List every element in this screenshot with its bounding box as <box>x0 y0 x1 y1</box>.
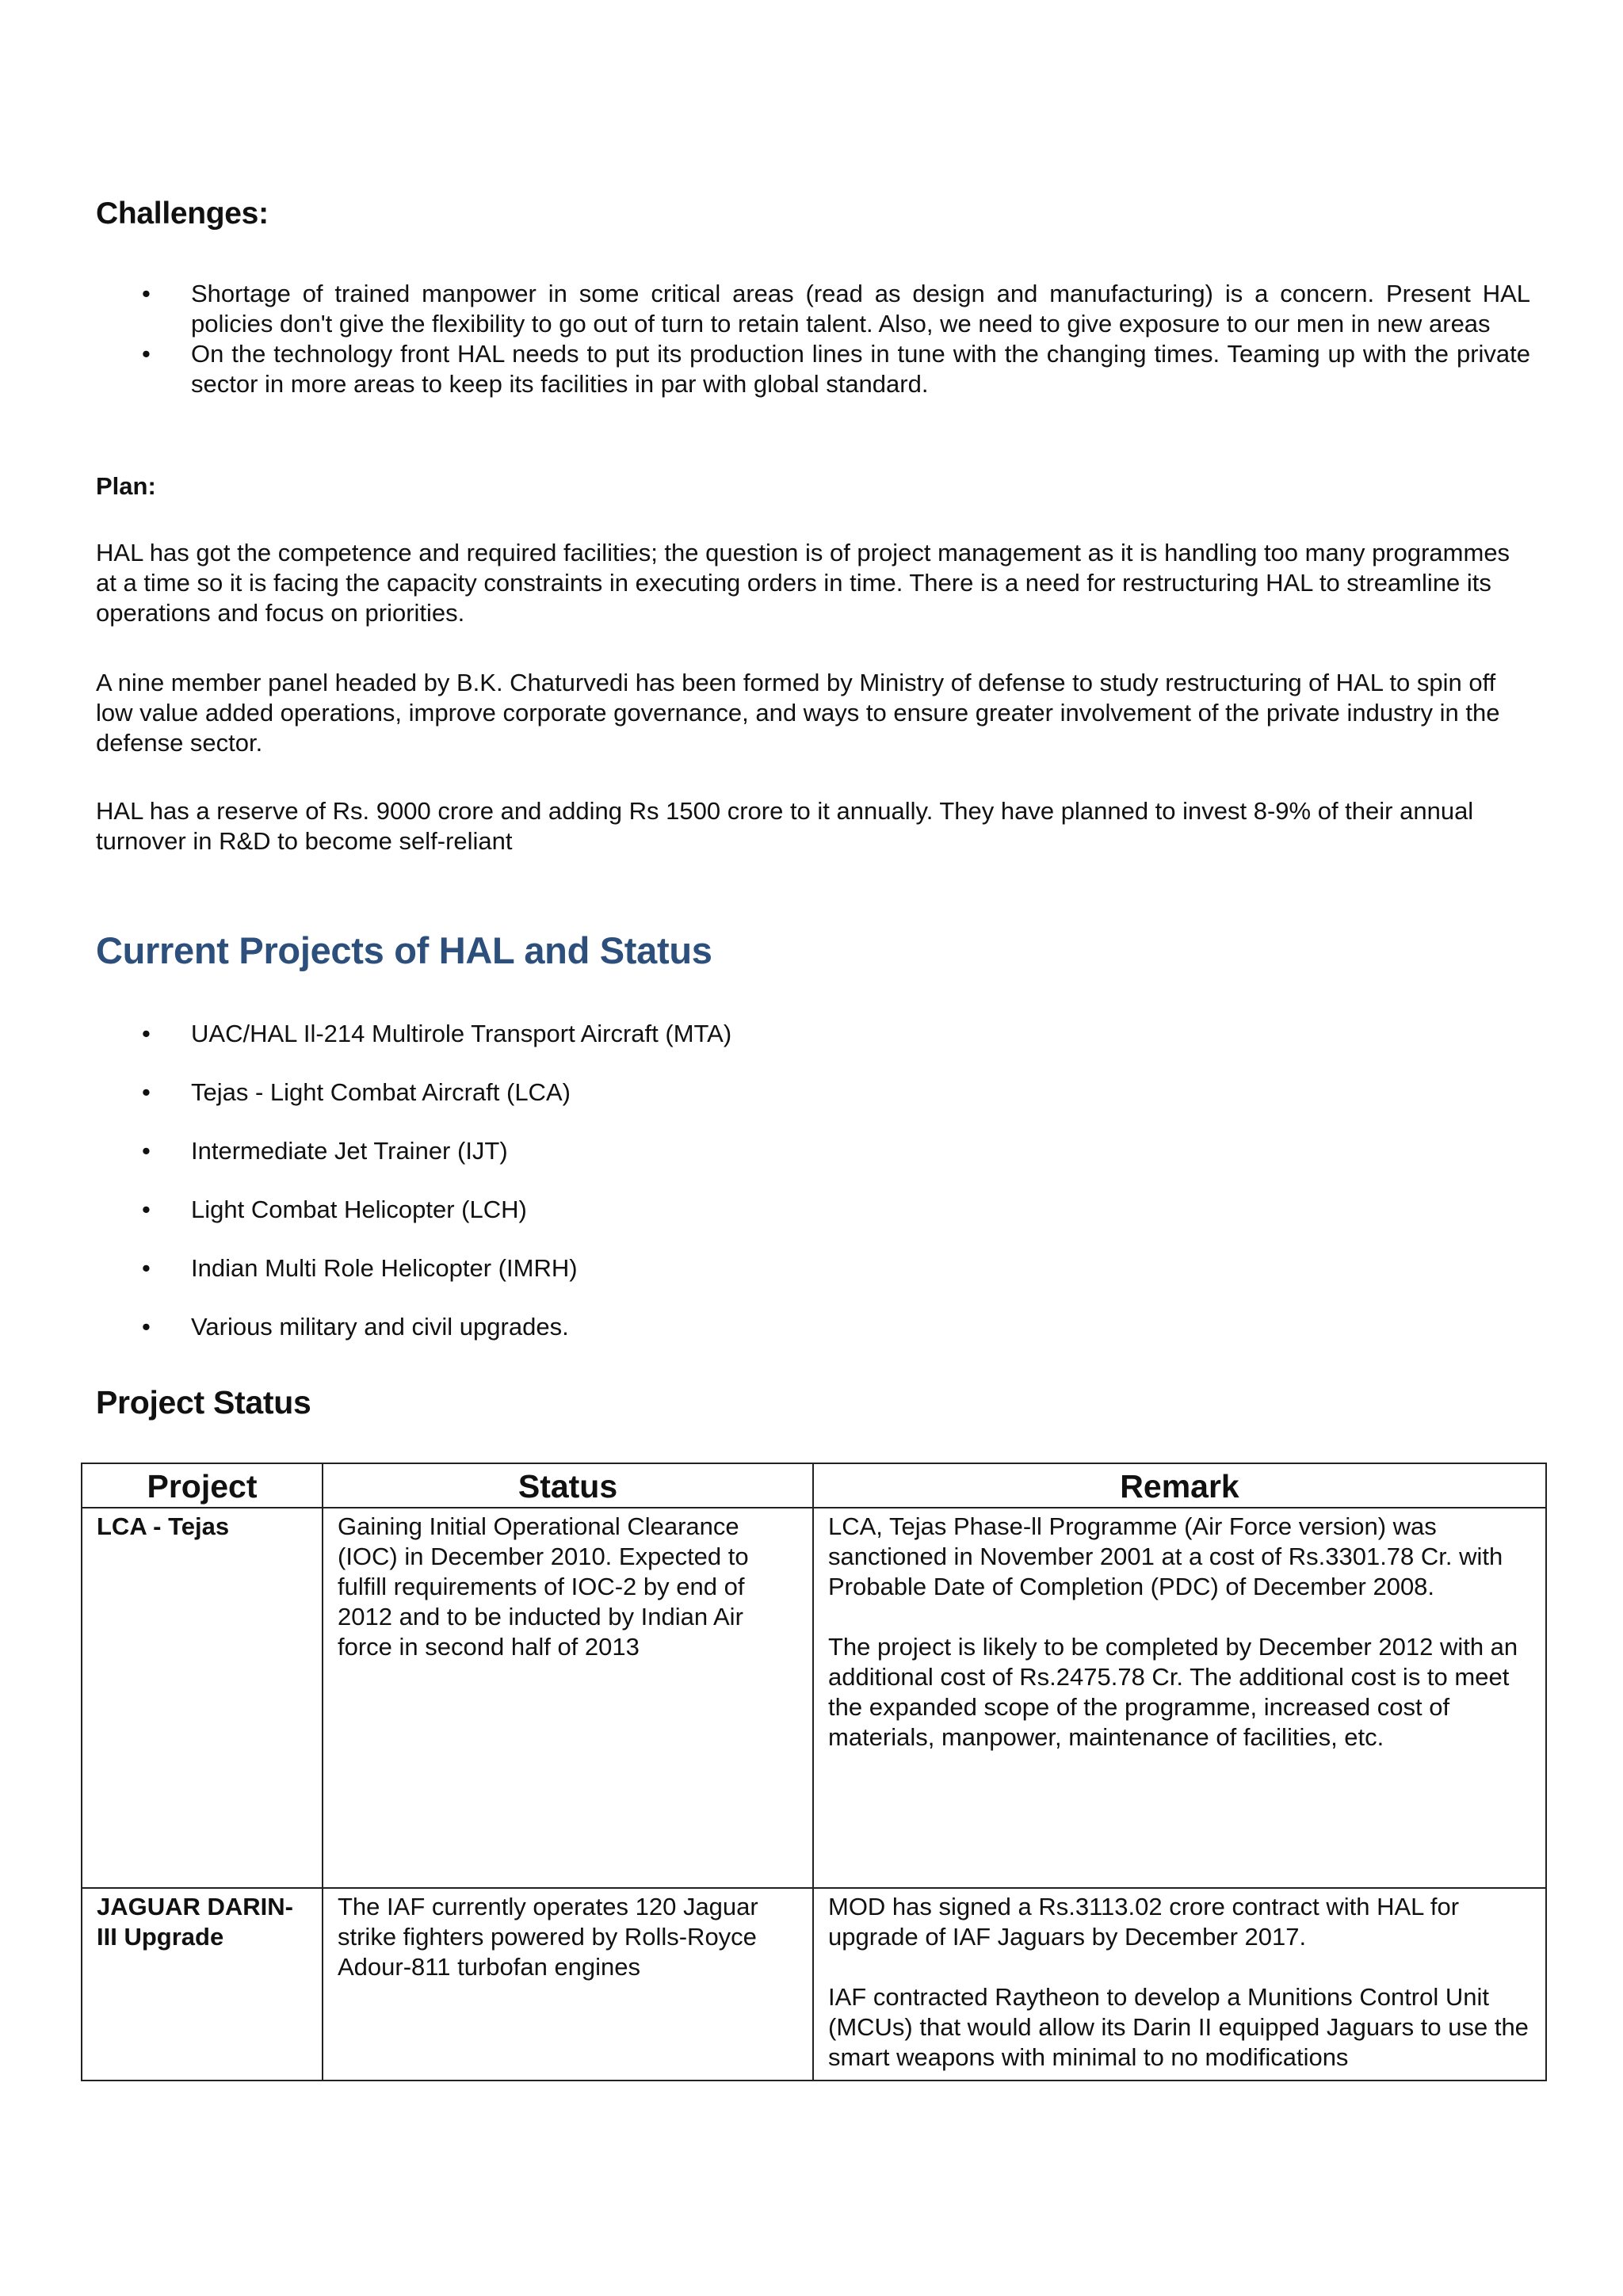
list-item <box>96 1312 1530 1342</box>
remark-cell <box>813 1888 1546 2081</box>
column-header-status: Status <box>323 1463 813 1508</box>
bullet-icon: • <box>142 1196 151 1223</box>
plan-paragraph: A nine member panel headed by B.K. Chaturvedi has been formed by Ministry of defense to study restructuring of HAL to spin off low value added operations, improve corporate governance, and ways to ensure greater involvement of the private industry in the defense sector. <box>96 669 1500 757</box>
status-cell: The IAF currently operates 120 Jaguar strike fighters powered by Rolls-Royce Adour-811 turbofan engines <box>323 1888 813 2081</box>
remark-paragraph: MOD has signed a Rs.3113.02 crore contract with HAL for upgrade of IAF Jaguars by December 2017. <box>828 1893 1460 1951</box>
challenges-list <box>96 279 1530 399</box>
bullet-icon: • <box>142 280 151 307</box>
project-cell: LCA - Tejas <box>82 1508 323 1888</box>
project-name: UAC/HAL Il-214 Multirole Transport Aircraft (MTA) <box>191 1020 732 1047</box>
project-status-heading: Project Status <box>96 1384 311 1421</box>
current-projects-heading: Current Projects of HAL and Status <box>96 929 712 971</box>
bullet-icon: • <box>142 1313 151 1341</box>
plan-paragraph: HAL has got the competence and required facilities; the question is of project management as it is handling too many programmes at a time so it is facing the capacity constraints in executing orders in time. There is a need for restructuring HAL to streamline its operations and focus on priorities. <box>96 539 1510 627</box>
remark-paragraph: The project is likely to be completed by December 2012 with an additional cost of Rs.2475.78 Cr. The additional cost is to meet the expanded scope of the programme, increased cost of materials, manpower, maintenance of facilities, etc. <box>828 1633 1518 1751</box>
project-cell: JAGUAR DARIN-III Upgrade <box>82 1888 323 2081</box>
bullet-icon: • <box>142 340 151 368</box>
bullet-icon: • <box>142 1020 151 1047</box>
bullet-icon: • <box>142 1254 151 1282</box>
list-item <box>96 339 1530 399</box>
column-header-remark: Remark <box>813 1463 1546 1508</box>
plan-paragraph: HAL has a reserve of Rs. 9000 crore and adding Rs 1500 crore to it annually. They have planned to invest 8-9% of their annual turnover in R&D to become self-reliant <box>96 797 1474 855</box>
list-item <box>96 1019 1530 1049</box>
project-name: Light Combat Helicopter (LCH) <box>191 1196 527 1223</box>
list-item <box>96 1077 1530 1108</box>
list-item <box>96 1253 1530 1283</box>
column-header-project: Project <box>82 1463 323 1508</box>
table-row <box>82 1508 1546 1888</box>
table-row <box>82 1888 1546 2081</box>
challenge-text: On the technology front HAL needs to put its production lines in tune with the changing times. Teaming up with the private sector in more areas to keep its facilities in par with global standard. <box>191 340 1530 398</box>
list-item <box>96 1136 1530 1166</box>
project-name: Tejas - Light Combat Aircraft (LCA) <box>191 1078 571 1106</box>
remark-paragraph: IAF contracted Raytheon to develop a Munitions Control Unit (MCUs) that would allow its Darin II equipped Jaguars to use the smart weapons with minimal to no modifications <box>828 1983 1529 2071</box>
current-projects-list <box>96 1019 1530 1371</box>
remark-cell <box>813 1508 1546 1888</box>
list-item <box>96 279 1530 339</box>
table-header-row <box>82 1463 1546 1508</box>
challenge-text: Shortage of trained manpower in some critical areas (read as design and manufacturing) is a concern. Present HAL policies don't give the flexibility to go out of turn to retain talent. Also, we need to give exposure to our men in new areas <box>191 280 1530 338</box>
list-item <box>96 1195 1530 1225</box>
challenges-heading: Challenges: <box>96 196 269 231</box>
project-name: Indian Multi Role Helicopter (IMRH) <box>191 1254 578 1282</box>
plan-heading: Plan: <box>96 472 156 500</box>
status-cell: Gaining Initial Operational Clearance (IOC) in December 2010. Expected to fulfill requirements of IOC-2 by end of 2012 and to be inducted by Indian Air force in second half of 2013 <box>323 1508 813 1888</box>
project-name: Various military and civil upgrades. <box>191 1313 569 1341</box>
remark-paragraph: LCA, Tejas Phase-ll Programme (Air Force version) was sanctioned in November 2001 at a cost of Rs.3301.78 Cr. with Probable Date of Completion (PDC) of December 2008. <box>828 1512 1503 1600</box>
project-status-table <box>81 1463 1547 2081</box>
project-name: Intermediate Jet Trainer (IJT) <box>191 1137 508 1165</box>
bullet-icon: • <box>142 1078 151 1106</box>
bullet-icon: • <box>142 1137 151 1165</box>
